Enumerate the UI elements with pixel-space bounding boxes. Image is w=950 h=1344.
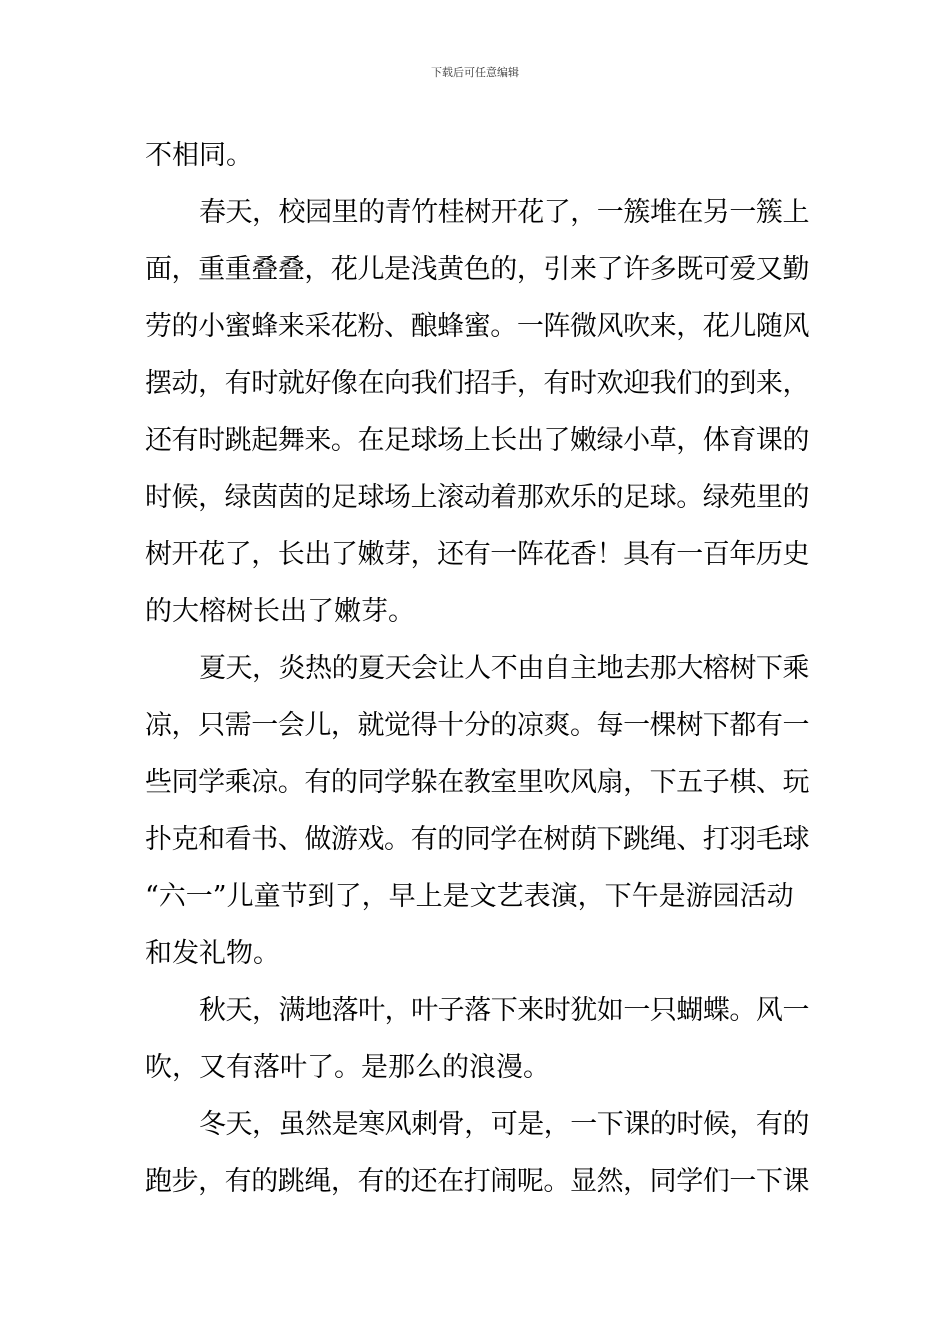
paragraph-autumn-start: 秋天，满地落叶，叶子落下来时犹如一只蝴蝶。风一 <box>199 995 809 1026</box>
text-line: 扑克和看书、做游戏。有的同学在树荫下跳绳、打羽毛球 <box>145 824 809 855</box>
paragraph-spring-start: 春天，校园里的青竹桂树开花了，一簇堆在另一簇上 <box>199 197 809 228</box>
text-line: 凉，只需一会儿，就觉得十分的凉爽。每一棵树下都有一 <box>145 710 809 741</box>
text-line: 面，重重叠叠，花儿是浅黄色的，引来了许多既可爱又勤 <box>145 254 809 285</box>
document-body <box>145 127 809 1210</box>
paragraph-summer-start: 夏天，炎热的夏天会让人不由自主地去那大榕树下乘 <box>199 653 809 684</box>
text-line: 摆动，有时就好像在向我们招手，有时欢迎我们的到来， <box>145 368 809 399</box>
text-line: 吹，又有落叶了。是那么的浪漫。 <box>145 1052 550 1083</box>
text-line: 不相同。 <box>145 140 253 171</box>
text-line: 劳的小蜜蜂来采花粉、酿蜂蜜。一阵微风吹来，花儿随风 <box>145 311 809 342</box>
text-line: “六一”儿童节到了，早上是文艺表演，下午是游园活动 <box>145 881 794 912</box>
text-line: 和发礼物。 <box>145 938 280 969</box>
text-line: 的大榕树长出了嫩芽。 <box>145 596 415 627</box>
text-line: 还有时跳起舞来。在足球场上长出了嫩绿小草，体育课的 <box>145 425 809 456</box>
text-line: 跑步，有的跳绳，有的还在打闹呢。显然，同学们一下课 <box>145 1166 809 1197</box>
text-line: 时候，绿茵茵的足球场上滚动着那欢乐的足球。绿苑里的 <box>145 482 809 513</box>
page-header: 下载后可任意编辑 <box>431 66 519 79</box>
paragraph-winter-start: 冬天，虽然是寒风刺骨，可是，一下课的时候，有的 <box>199 1109 809 1140</box>
text-line: 些同学乘凉。有的同学躲在教室里吹风扇，下五子棋、玩 <box>145 767 809 798</box>
text-line: 树开花了，长出了嫩芽，还有一阵花香！具有一百年历史 <box>145 539 809 570</box>
